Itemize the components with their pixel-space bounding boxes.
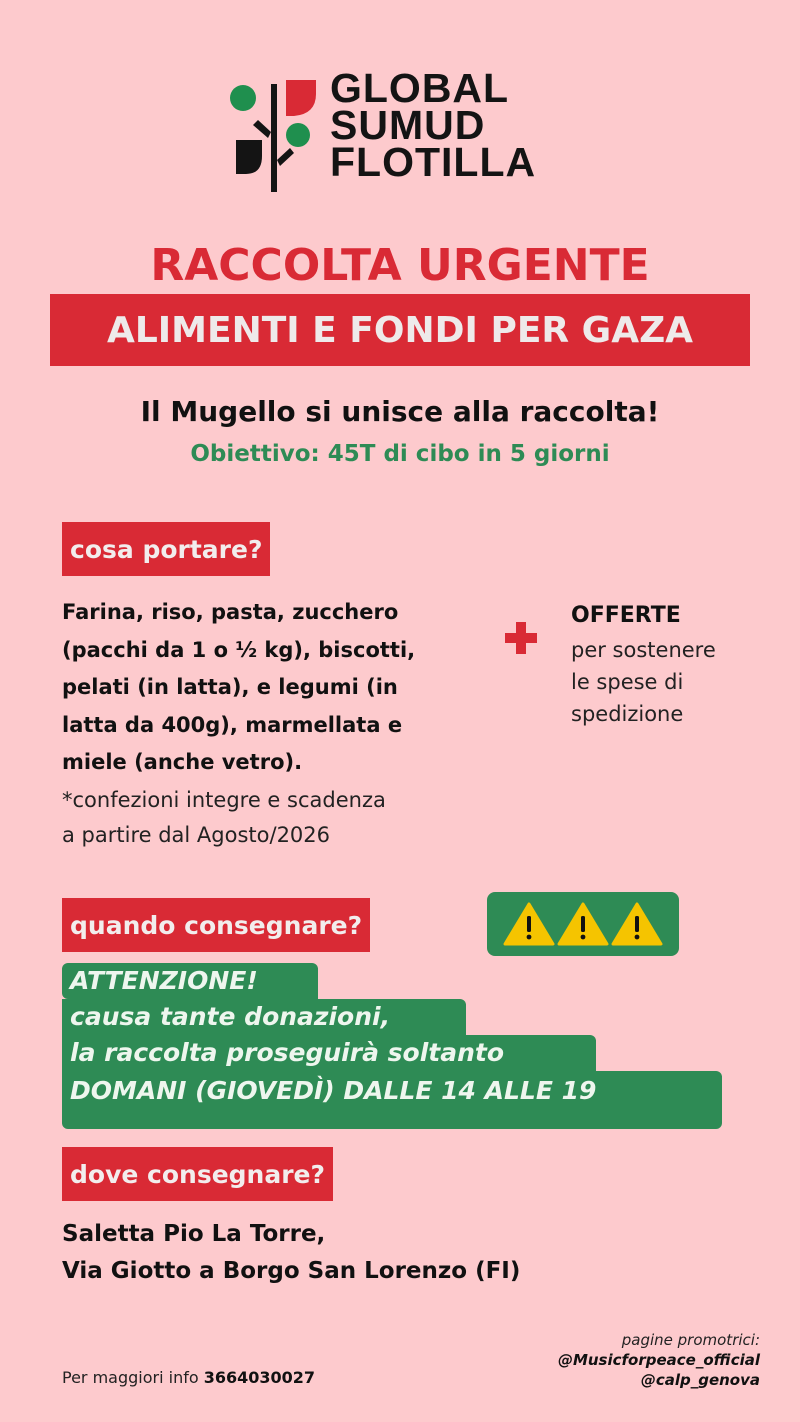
attention-notice bbox=[62, 963, 722, 1129]
promo-label: pagine promotrici: bbox=[621, 1331, 760, 1349]
offer-line: per sostenere bbox=[571, 638, 716, 662]
note-line: a partire dal Agosto/2026 bbox=[62, 823, 331, 847]
offer-line: spedizione bbox=[571, 702, 684, 726]
warning-badge bbox=[487, 892, 679, 956]
section-tag-where: dove consegnare? bbox=[62, 1147, 333, 1201]
title-banner: ALIMENTI E FONDI PER GAZA bbox=[50, 294, 750, 366]
phone-number[interactable]: 3664030027 bbox=[203, 1368, 316, 1387]
items-line: latta da 400g), marmellata e bbox=[62, 712, 403, 737]
items-line: pelati (in latta), e legumi (in bbox=[62, 675, 398, 700]
section-tag-what: cosa portare? bbox=[62, 522, 270, 576]
promoter-handle[interactable]: @Musicforpeace_official bbox=[557, 1351, 760, 1369]
logo-line: GLOBAL bbox=[330, 65, 510, 111]
warning-icon bbox=[557, 901, 609, 947]
sprout-leaves-logo-icon bbox=[228, 74, 328, 194]
section-tag-when: quando consegnare? bbox=[62, 898, 370, 952]
subheading: Il Mugello si unisce alla raccolta! bbox=[140, 395, 660, 428]
warning-icon bbox=[611, 901, 663, 947]
info-label: Per maggiori info bbox=[62, 1368, 199, 1387]
address-line: Via Giotto a Borgo San Lorenzo (FI) bbox=[62, 1258, 521, 1284]
logo-line: FLOTILLA bbox=[330, 139, 537, 185]
plus-icon bbox=[505, 622, 537, 654]
alert-line: ATTENZIONE! bbox=[62, 963, 318, 999]
items-note bbox=[62, 783, 492, 853]
goal-text: Obiettivo: 45T di cibo in 5 giorni bbox=[190, 441, 610, 467]
warning-icon bbox=[503, 901, 555, 947]
alert-line: causa tante donazioni, bbox=[62, 999, 466, 1035]
offer-line: le spese di bbox=[571, 670, 684, 694]
delivery-address bbox=[62, 1216, 520, 1290]
items-line: miele (anche vetro). bbox=[62, 750, 303, 775]
logo-line: SUMUD bbox=[330, 102, 486, 148]
items-line: Farina, riso, pasta, zucchero bbox=[62, 600, 399, 624]
contact-info bbox=[62, 1368, 315, 1387]
items-line: (pacchi da 1 o ½ kg), biscotti, bbox=[62, 637, 416, 662]
note-line: *confezioni integre e scadenza bbox=[62, 788, 386, 812]
address-line: Saletta Pio La Torre, bbox=[62, 1221, 326, 1247]
items-list bbox=[62, 594, 492, 782]
alert-line: DOMANI (GIOVEDÌ) DALLE 14 ALLE 19 bbox=[62, 1071, 722, 1129]
offer-description bbox=[571, 634, 791, 730]
promoters bbox=[558, 1330, 760, 1390]
logo-wordmark bbox=[330, 65, 537, 185]
promoter-handle[interactable]: @calp_genova bbox=[640, 1371, 760, 1389]
page-title: RACCOLTA URGENTE bbox=[150, 240, 650, 291]
alert-line: la raccolta proseguirà soltanto bbox=[62, 1035, 596, 1071]
offer-title: OFFERTE bbox=[571, 603, 681, 628]
